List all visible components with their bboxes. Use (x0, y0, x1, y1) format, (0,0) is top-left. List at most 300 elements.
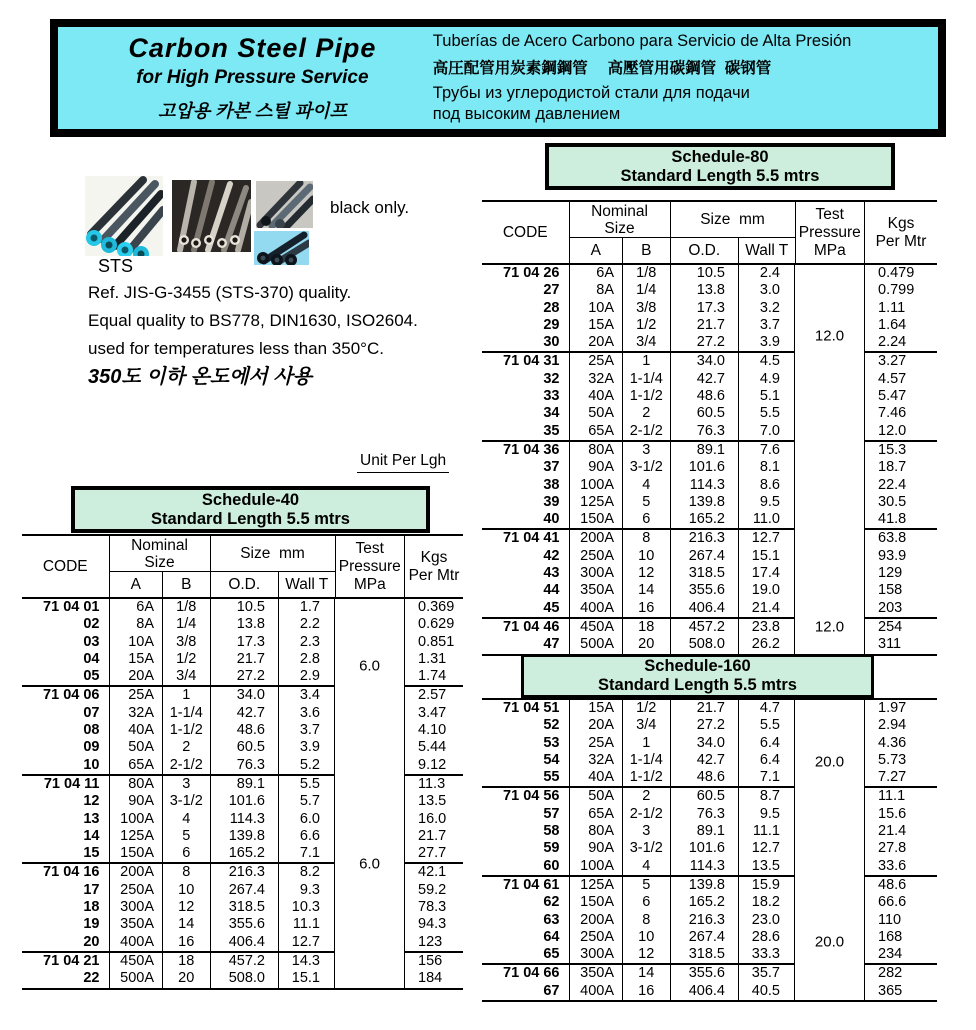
kgs-block (865, 528, 937, 616)
table-main-columns (22, 599, 334, 988)
table-row (482, 619, 794, 636)
cell-wall-t: 3.2 (759, 299, 780, 316)
cell-nominal-b: 4 (163, 811, 211, 828)
table-row (482, 300, 794, 317)
table-row (482, 371, 794, 388)
cell-nominal-a: 65A (110, 757, 164, 774)
kgs-line1: Kgs (420, 548, 448, 566)
cell-nominal-b: 2 (623, 405, 671, 422)
cell-od: 114.3 (211, 811, 280, 828)
cell-kgs-per-mtr: 203 (878, 599, 903, 616)
cell-code: 10 (22, 757, 110, 774)
cell-od: 216.3 (671, 530, 740, 547)
column-subheaders-ab (570, 238, 670, 263)
table-row (22, 599, 334, 616)
kgs-block (865, 875, 937, 963)
cell-wall-t: 6.4 (759, 734, 780, 751)
cell-kgs-per-mtr: 93.9 (878, 547, 907, 564)
title-russian (433, 83, 932, 125)
cell-nominal-a: 80A (110, 776, 164, 793)
cell-kgs-per-mtr: 0.799 (878, 282, 915, 299)
column-header-code: CODE (482, 202, 570, 263)
cell-code: 71 04 31 (482, 353, 570, 370)
kgs-block (405, 951, 463, 988)
cell-nominal-b: 6 (623, 894, 671, 911)
cell-nominal-a: 25A (570, 353, 624, 370)
table-row (482, 442, 794, 459)
cell-code: 71 04 16 (22, 864, 110, 881)
korean-temperature-note: 350도 이하 온도에서 사용 (88, 366, 312, 388)
cell-wall-t: 5.2 (299, 756, 320, 773)
cell-od: 139.8 (671, 494, 740, 511)
cell-nominal-b: 1 (623, 353, 671, 370)
cell-nominal-b: 14 (623, 582, 671, 599)
cell-nominal-b: 6 (163, 845, 211, 862)
cell-nominal-a: 200A (110, 864, 164, 881)
cell-nominal-b: 3 (623, 442, 671, 459)
cell-nominal-a: 300A (110, 899, 164, 916)
cell-wall-t: 15.1 (751, 547, 780, 564)
cell-code: 04 (22, 651, 110, 668)
cell-od: 318.5 (211, 899, 280, 916)
table-row (482, 752, 794, 769)
reference-text (88, 279, 418, 363)
cell-kgs-per-mtr: 311 (878, 636, 902, 653)
table-body (482, 698, 937, 1002)
column-header-od: O.D. (671, 238, 740, 263)
cell-nominal-b: 12 (623, 565, 671, 582)
cell-nominal-b: 12 (163, 899, 211, 916)
cell-od: 48.6 (671, 769, 740, 786)
reference-line-2: Equal quality to BS778, DIN1630, ISO2604. (88, 311, 418, 330)
cell-nominal-a: 20A (570, 717, 624, 734)
cell-code: 55 (482, 769, 570, 786)
table-row (482, 548, 794, 565)
kgs-block (405, 599, 463, 685)
table-row (22, 811, 334, 828)
cell-nominal-a: 50A (110, 739, 164, 756)
cell-nominal-a: 32A (570, 752, 624, 769)
pipe-photo-bundle-image (172, 180, 251, 252)
column-header-a: A (570, 238, 624, 263)
cell-nominal-b: 4 (623, 477, 671, 494)
schedule-40-title-box (71, 486, 430, 533)
schedule-160-table (482, 698, 937, 1002)
cell-kgs-per-mtr: 16.0 (418, 810, 447, 827)
cell-od: 216.3 (211, 864, 280, 881)
table-row (482, 700, 794, 717)
cell-code: 19 (22, 916, 110, 933)
pipe-photo-dark (256, 181, 313, 228)
cell-code: 71 04 06 (22, 687, 110, 704)
column-header-wall-t: Wall T (745, 241, 789, 259)
schedule-80-title-box (545, 143, 895, 190)
table-row (22, 668, 334, 685)
table-row (482, 459, 794, 476)
cell-od: 457.2 (211, 953, 280, 970)
table-row (22, 864, 334, 881)
cell-nominal-a: 200A (570, 530, 624, 547)
cell-kgs-per-mtr: 282 (878, 965, 903, 982)
cell-nominal-a: 6A (570, 265, 624, 282)
cell-nominal-b: 2 (623, 788, 671, 805)
cell-od: 10.5 (671, 265, 740, 282)
press-line1: Test (815, 205, 844, 223)
cell-wall-t: 14.3 (291, 952, 320, 969)
code-block (482, 440, 794, 528)
cell-wall-t: 33.3 (751, 946, 780, 963)
table-row (482, 405, 794, 422)
nominal-line2: Size (144, 553, 175, 571)
cell-nominal-a: 25A (570, 735, 624, 752)
cell-nominal-a: 20A (110, 668, 164, 685)
cell-code: 37 (482, 459, 570, 476)
cell-kgs-per-mtr: 365 (878, 982, 903, 999)
cell-nominal-a: 400A (110, 934, 164, 951)
cell-code: 22 (22, 970, 110, 987)
cell-kgs-per-mtr: 78.3 (418, 899, 447, 916)
table-row (482, 858, 794, 875)
cell-wall-t: 15.9 (751, 876, 780, 893)
cell-wall-t: 11.1 (292, 916, 320, 933)
cell-kgs-per-mtr: 5.47 (878, 388, 907, 405)
cell-nominal-b: 3-1/2 (623, 840, 671, 857)
cell-code: 59 (482, 840, 570, 857)
cell-od: 457.2 (671, 619, 740, 636)
cell-nominal-a: 450A (570, 619, 624, 636)
cell-code: 13 (22, 811, 110, 828)
cell-od: 76.3 (211, 757, 280, 774)
cell-code: 63 (482, 912, 570, 929)
cell-wall-t: 7.6 (759, 441, 780, 458)
cell-nominal-b: 1-1/4 (623, 371, 671, 388)
cell-kgs-per-mtr: 33.6 (878, 857, 907, 874)
cell-kgs-per-mtr: 0.851 (418, 633, 455, 650)
table-row (22, 970, 334, 987)
table-row (482, 477, 794, 494)
table-row (482, 423, 794, 440)
code-block (22, 685, 334, 773)
reference-line-1: Ref. JIS-G-3455 (STS-370) quality. (88, 283, 352, 302)
cell-kgs-per-mtr: 168 (878, 928, 903, 945)
cell-nominal-a: 125A (570, 494, 624, 511)
cell-wall-t: 1.7 (299, 599, 320, 615)
cell-od: 60.5 (671, 405, 740, 422)
cell-wall-t: 19.0 (751, 582, 780, 599)
column-header-nominal-size (110, 536, 210, 572)
cell-kgs-per-mtr: 59.2 (418, 881, 447, 898)
cell-code: 34 (482, 405, 570, 422)
title-russian-line1: Трубы из углеродистой стали для подачи (432, 83, 750, 102)
cell-nominal-b: 1 (163, 687, 211, 704)
cell-od: 21.7 (671, 700, 740, 717)
cell-od: 267.4 (671, 548, 740, 565)
code-block (22, 862, 334, 950)
cell-kgs-per-mtr: 4.36 (878, 734, 907, 751)
column-header-kgs-per-mtr (405, 536, 463, 597)
cell-kgs-per-mtr: 158 (878, 582, 903, 599)
cell-code: 30 (482, 334, 570, 351)
cell-od: 165.2 (671, 511, 740, 528)
cell-wall-t: 9.5 (759, 805, 780, 822)
cell-wall-t: 7.1 (759, 769, 780, 786)
kgs-block (865, 351, 937, 439)
cell-kgs-per-mtr: 2.24 (878, 334, 907, 351)
cell-kgs-per-mtr: 1.74 (418, 668, 447, 685)
cell-nominal-a: 100A (110, 811, 164, 828)
column-header-test-pressure (796, 202, 866, 263)
cell-nominal-b: 1/4 (163, 616, 211, 633)
table-row (482, 946, 794, 963)
cell-nominal-b: 14 (163, 916, 211, 933)
cell-code: 54 (482, 752, 570, 769)
table-row (482, 769, 794, 786)
cell-kgs-per-mtr: 7.46 (878, 405, 907, 422)
cell-wall-t: 5.5 (759, 717, 780, 734)
code-block (482, 265, 794, 351)
table-row (22, 705, 334, 722)
cell-nominal-b: 5 (623, 877, 671, 894)
kgs-line2: Per Mtr (408, 566, 460, 584)
cell-kgs-per-mtr: 1.64 (878, 316, 907, 333)
sts-caption: STS (98, 256, 134, 276)
cell-code: 71 04 41 (482, 530, 570, 547)
table-row (22, 687, 334, 704)
cell-wall-t: 28.6 (751, 928, 780, 945)
table-row (482, 317, 794, 334)
cell-nominal-b: 1-1/2 (623, 388, 671, 405)
code-block (22, 774, 334, 862)
cell-od: 60.5 (671, 788, 740, 805)
cell-wall-t: 2.8 (299, 650, 320, 667)
pipe-photo-blue-image (254, 231, 309, 265)
table-row (482, 565, 794, 582)
cell-nominal-a: 250A (570, 548, 624, 565)
cell-od: 27.2 (671, 717, 740, 734)
column-group-nominal-size (110, 536, 211, 597)
kgs-block (865, 700, 937, 786)
cell-nominal-b: 10 (623, 929, 671, 946)
test-pressure-column (794, 265, 865, 654)
title-banner (50, 19, 946, 137)
cell-code: 52 (482, 717, 570, 734)
schedule-160-length: Standard Length 5.5 mtrs (598, 676, 797, 694)
cell-nominal-a: 400A (570, 600, 624, 617)
cell-kgs-per-mtr: 0.369 (418, 599, 455, 615)
cell-wall-t: 6.0 (299, 810, 320, 827)
cell-code: 18 (22, 899, 110, 916)
table-row (22, 845, 334, 862)
cell-kgs-per-mtr: 2.94 (878, 717, 907, 734)
cell-kgs-per-mtr: 110 (878, 911, 902, 928)
cell-wall-t: 9.5 (759, 493, 780, 510)
table-main-columns (482, 700, 794, 1000)
cell-nominal-b: 2-1/2 (623, 423, 671, 440)
cell-od: 318.5 (671, 565, 740, 582)
code-block (482, 963, 794, 1000)
cell-wall-t: 8.6 (759, 476, 780, 493)
cell-kgs-per-mtr: 94.3 (418, 916, 447, 933)
code-block (482, 786, 794, 874)
table-row (482, 265, 794, 282)
cell-nominal-a: 32A (570, 371, 624, 388)
table-row (22, 899, 334, 916)
cell-wall-t: 2.9 (299, 668, 320, 685)
cell-nominal-b: 3/4 (623, 334, 671, 351)
cell-nominal-a: 50A (570, 788, 624, 805)
cell-kgs-per-mtr: 4.10 (418, 722, 447, 739)
cell-nominal-b: 3/4 (623, 717, 671, 734)
test-pressure-value: 12.0 (814, 327, 845, 345)
cell-kgs-per-mtr: 41.8 (878, 511, 907, 528)
column-subheaders-od-wall (211, 572, 335, 597)
table-row (22, 739, 334, 756)
table-row (22, 634, 334, 651)
cell-kgs-per-mtr: 1.31 (418, 650, 447, 667)
kgs-line2: Per Mtr (875, 232, 927, 250)
cell-wall-t: 3.0 (759, 282, 780, 299)
cell-code: 71 04 46 (482, 619, 570, 636)
cell-wall-t: 5.7 (299, 793, 320, 810)
kgs-block (405, 862, 463, 950)
column-group-nominal-size (570, 202, 671, 263)
cell-kgs-per-mtr: 254 (878, 618, 903, 635)
table-row (482, 353, 794, 370)
cell-wall-t: 10.3 (291, 899, 320, 916)
table-row (482, 582, 794, 599)
kgs-block (865, 963, 937, 1000)
cell-nominal-b: 5 (623, 494, 671, 511)
cell-nominal-b: 18 (163, 953, 211, 970)
table-row (482, 806, 794, 823)
kgs-column (865, 265, 937, 654)
cell-od: 267.4 (211, 882, 280, 899)
cell-nominal-a: 15A (110, 651, 164, 668)
column-subheaders-ab (110, 572, 210, 597)
table-row (22, 934, 334, 951)
cell-code: 02 (22, 616, 110, 633)
cell-wall-t: 23.0 (751, 911, 780, 928)
cell-code: 62 (482, 894, 570, 911)
cell-nominal-a: 10A (570, 300, 624, 317)
cell-wall-t: 9.3 (299, 881, 320, 898)
cell-od: 89.1 (671, 823, 740, 840)
test-pressure-value: 6.0 (359, 657, 380, 675)
kgs-column (405, 599, 463, 988)
cell-od: 139.8 (671, 877, 740, 894)
cell-nominal-a: 300A (570, 946, 624, 963)
code-block (482, 528, 794, 616)
cell-od: 13.8 (671, 282, 740, 299)
cell-kgs-per-mtr: 3.27 (878, 353, 907, 370)
cell-wall-t: 17.4 (751, 565, 780, 582)
cell-wall-t: 21.4 (751, 599, 780, 616)
cell-code: 12 (22, 793, 110, 810)
cell-code: 71 04 01 (22, 599, 110, 616)
cell-nominal-a: 32A (110, 705, 164, 722)
cell-wall-t: 12.7 (751, 530, 780, 547)
cell-code: 65 (482, 946, 570, 963)
kgs-column (865, 700, 937, 1000)
table-row (22, 828, 334, 845)
schedule-80-length: Standard Length 5.5 mtrs (620, 166, 820, 185)
cell-kgs-per-mtr: 21.7 (418, 827, 447, 844)
cell-od: 27.2 (211, 668, 280, 685)
cell-nominal-a: 400A (570, 983, 624, 1000)
cell-nominal-a: 125A (110, 828, 164, 845)
cell-kgs-per-mtr: 12.0 (878, 422, 907, 439)
cell-kgs-per-mtr: 0.479 (878, 265, 915, 281)
cell-nominal-b: 16 (163, 934, 211, 951)
cell-nominal-a: 200A (570, 912, 624, 929)
test-pressure-value: 20.0 (814, 933, 845, 951)
code-block (22, 951, 334, 988)
cell-wall-t: 12.7 (751, 840, 780, 857)
cell-nominal-a: 90A (570, 840, 624, 857)
table-row (482, 877, 794, 894)
cell-code: 42 (482, 548, 570, 565)
cell-nominal-b: 1/4 (623, 282, 671, 299)
pipe-photo-bundle (172, 180, 251, 252)
schedule-160-title-box (521, 654, 874, 698)
cell-nominal-b: 14 (623, 965, 671, 982)
table-row (482, 282, 794, 299)
table-row (22, 793, 334, 810)
table-row (482, 388, 794, 405)
cell-od: 89.1 (671, 442, 740, 459)
cell-code: 71 04 56 (482, 788, 570, 805)
cell-od: 34.0 (671, 735, 740, 752)
table-row (482, 511, 794, 528)
cell-nominal-a: 8A (570, 282, 624, 299)
title-spanish: Tuberías de Acero Carbono para Servicio de Alta Presión (432, 31, 852, 50)
cell-kgs-per-mtr: 22.4 (878, 476, 907, 493)
cell-nominal-b: 10 (163, 882, 211, 899)
cell-nominal-a: 350A (570, 965, 624, 982)
black-only-note: black only. (330, 198, 410, 217)
table-row (482, 823, 794, 840)
cell-wall-t: 3.9 (299, 739, 320, 756)
cell-code: 71 04 26 (482, 265, 570, 282)
cell-nominal-a: 150A (110, 845, 164, 862)
cell-od: 21.7 (671, 317, 740, 334)
cell-nominal-b: 6 (623, 511, 671, 528)
cell-kgs-per-mtr: 11.1 (878, 788, 906, 805)
cell-od: 267.4 (671, 929, 740, 946)
cell-nominal-b: 10 (623, 548, 671, 565)
cell-nominal-a: 500A (110, 970, 164, 987)
cell-nominal-b: 3/8 (163, 634, 211, 651)
table-row (22, 651, 334, 668)
cell-kgs-per-mtr: 1.11 (878, 299, 906, 316)
cell-od: 42.7 (671, 371, 740, 388)
cell-kgs-per-mtr: 11.3 (418, 775, 446, 792)
cell-kgs-per-mtr: 48.6 (878, 876, 907, 893)
cell-nominal-a: 40A (570, 388, 624, 405)
cell-code: 43 (482, 565, 570, 582)
code-block (482, 351, 794, 439)
nominal-line1: Nominal (591, 202, 648, 220)
cell-kgs-per-mtr: 234 (878, 946, 903, 963)
cell-nominal-b: 8 (623, 912, 671, 929)
cell-wall-t: 12.7 (291, 933, 320, 950)
cell-nominal-b: 20 (163, 970, 211, 987)
page-title-english: Carbon Steel Pipe (128, 33, 377, 63)
cell-nominal-a: 90A (110, 793, 164, 810)
cell-nominal-b: 20 (623, 636, 671, 653)
cell-code: 67 (482, 983, 570, 1000)
cell-kgs-per-mtr: 9.12 (418, 756, 447, 773)
